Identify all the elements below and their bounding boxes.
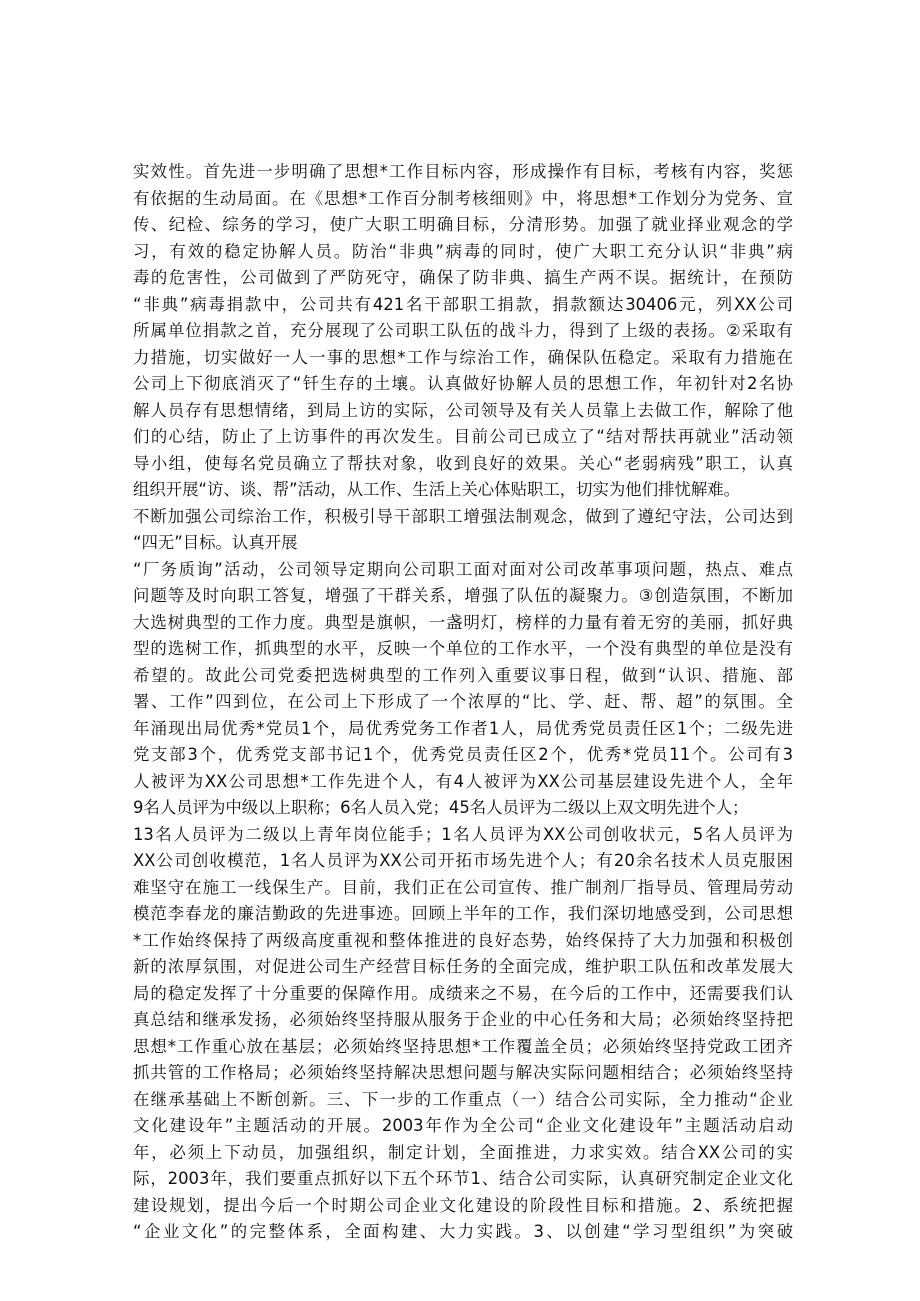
- text-line: 年涌现出局优秀*党员1个，局优秀党务工作者1人，局优秀党员责任区1个；二级先进: [133, 718, 793, 738]
- text-line: 新的浓厚氛围，对促进公司生产经营目标任务的全面完成，维护职工队伍和改革发展大: [133, 957, 793, 976]
- text-line: 组织开展“访、谈、帮”活动，从工作、生活上关心体贴职工，切实为他们排忧解难。: [133, 480, 741, 499]
- body-text: [133, 159, 793, 1246]
- text-line: 传、纪检、综务的学习，使广大职工明确目标，分清形势。加强了就业择业观念的学: [133, 215, 793, 234]
- text-line: 们的心结，防止了上访事件的再次发生。目前公司已成立了“结对帮扶再就业”活动领: [133, 427, 793, 446]
- text-line: 建设规划，提出今后一个时期公司企业文化建设的阶段性目标和措施。2、系统把握: [133, 1195, 793, 1215]
- text-line: 解人员存有思想情绪，到局上访的实际，公司领导及有关人员靠上去做工作，解除了他: [133, 400, 793, 420]
- text-line: 有依据的生动局面。在《思想*工作百分制考核细则》中，将思想*工作划分为党务、宣: [133, 188, 793, 208]
- text-line: 实效性。首先进一步明确了思想*工作目标内容，形成操作有目标，考核有内容，奖惩: [133, 162, 793, 181]
- text-line: “企业文化”的完整体系，全面构建、大力实践。3、以创建“学习型组织”为突破: [133, 1222, 793, 1241]
- text-line: 年，必须上下动员，加强组织，制定计划，全面推进，力求实效。结合XX公司的实: [133, 1142, 793, 1162]
- text-line: 问题等及时向职工答复，增强了干群关系，增强了队伍的凝聚力。③创造氛围，不断加: [133, 586, 793, 605]
- text-line: 希望的。故此公司党委把选树典型的工作列入重要议事日程，做到“认识、措施、部: [133, 665, 793, 685]
- text-line: 思想*工作重心放在基层；必须始终坚持思想*工作覆盖全员；必须始终坚持党政工团齐: [133, 1036, 793, 1056]
- text-line: “四无”目标。认真开展: [133, 533, 298, 552]
- text-line: *工作始终保持了两级高度重视和整体推进的良好态势，始终保持了大力加强和积极创: [133, 930, 793, 950]
- text-line: 际，2003年，我们要重点抓好以下五个环节1、结合公司实际，认真研究制定企业文化: [133, 1169, 793, 1188]
- text-line: 13名人员评为二级以上青年岗位能手；1名人员评为XX公司创收状元，5名人员评为: [133, 824, 793, 844]
- text-line: 在继承基础上不断创新。三、下一步的工作重点（一）结合公司实际，全力推动“企业: [133, 1089, 793, 1109]
- text-line: “厂务质询”活动，公司领导定期向公司职工面对面对公司改革事项问题，热点、难点: [133, 559, 793, 579]
- text-line: XX公司创收模范，1名人员评为XX公司开拓市场先进个人；有20余名技术人员克服困: [133, 851, 793, 870]
- text-line: 导小组，使每名党员确立了帮扶对象，收到良好的效果。关心“老弱病残”职工，认真: [133, 453, 793, 473]
- text-line: 型的选树工作，抓典型的水平，反映一个单位的工作水平，一个没有典型的单位是没有: [133, 639, 793, 658]
- text-line: “非典”病毒捐款中，公司共有421名干部职工捐款，捐款额达30406元，列XX公司: [133, 294, 793, 314]
- text-line: 毒的危害性，公司做到了严防死守，确保了防非典、搞生产两不误。据统计，在预防: [133, 268, 793, 287]
- text-line: 人被评为XX公司思想*工作先进个人，有4人被评为XX公司基层建设先进个人，全年: [133, 771, 793, 791]
- text-line: 大选树典型的工作力度。典型是旗帜，一盏明灯，榜样的力量有着无穷的美丽，抓好典: [133, 612, 793, 632]
- text-line: 不断加强公司综治工作，积极引导干部职工增强法制观念，做到了遵纪守法，公司达到: [133, 506, 793, 526]
- text-line: 所属单位捐款之首，充分展现了公司职工队伍的战斗力，得到了上级的表扬。②采取有: [133, 321, 793, 340]
- text-line: 力措施，切实做好一人一事的思想*工作与综治工作，确保队伍稳定。采取有力措施在: [133, 347, 793, 367]
- text-line: 党支部3个，优秀党支部书记1个，优秀党员责任区2个，优秀*党员11个。公司有3: [133, 745, 793, 764]
- text-line: 习，有效的稳定协解人员。防治“非典”病毒的同时，使广大职工充分认识“非典”病: [133, 241, 793, 261]
- text-line: 9名人员评为中级以上职称；6名人员入党；45名人员评为二级以上双文明先进个人；: [133, 798, 749, 817]
- text-line: 署、工作”四到位，在公司上下形成了一个浓厚的“比、学、赶、帮、超”的氛围。全: [133, 692, 793, 711]
- text-line: 文化建设年”主题活动的开展。2003年作为全公司“企业文化建设年”主题活动启动: [133, 1116, 793, 1135]
- text-line: 难坚守在施工一线保生产。目前，我们正在公司宣传、推广制剂厂指导员、管理局劳动: [133, 877, 793, 897]
- text-line: 局的稳定发挥了十分重要的保障作用。成绩来之不易，在今后的工作中，还需要我们认: [133, 983, 793, 1003]
- text-line: 公司上下彻底消灭了“钎生存的土壤。认真做好协解人员的思想工作，年初针对2名协: [133, 374, 793, 393]
- text-line: 真总结和继承发扬，必须始终坚持服从服务于企业的中心任务和大局；必须始终坚持把: [133, 1010, 793, 1029]
- text-line: 抓共管的工作格局；必须始终坚持解决思想问题与解决实际问题相结合；必须始终坚持: [133, 1063, 793, 1082]
- text-line: 模范李春龙的廉洁勤政的先进事迹。回顾上半年的工作，我们深切地感受到，公司思想: [133, 904, 793, 923]
